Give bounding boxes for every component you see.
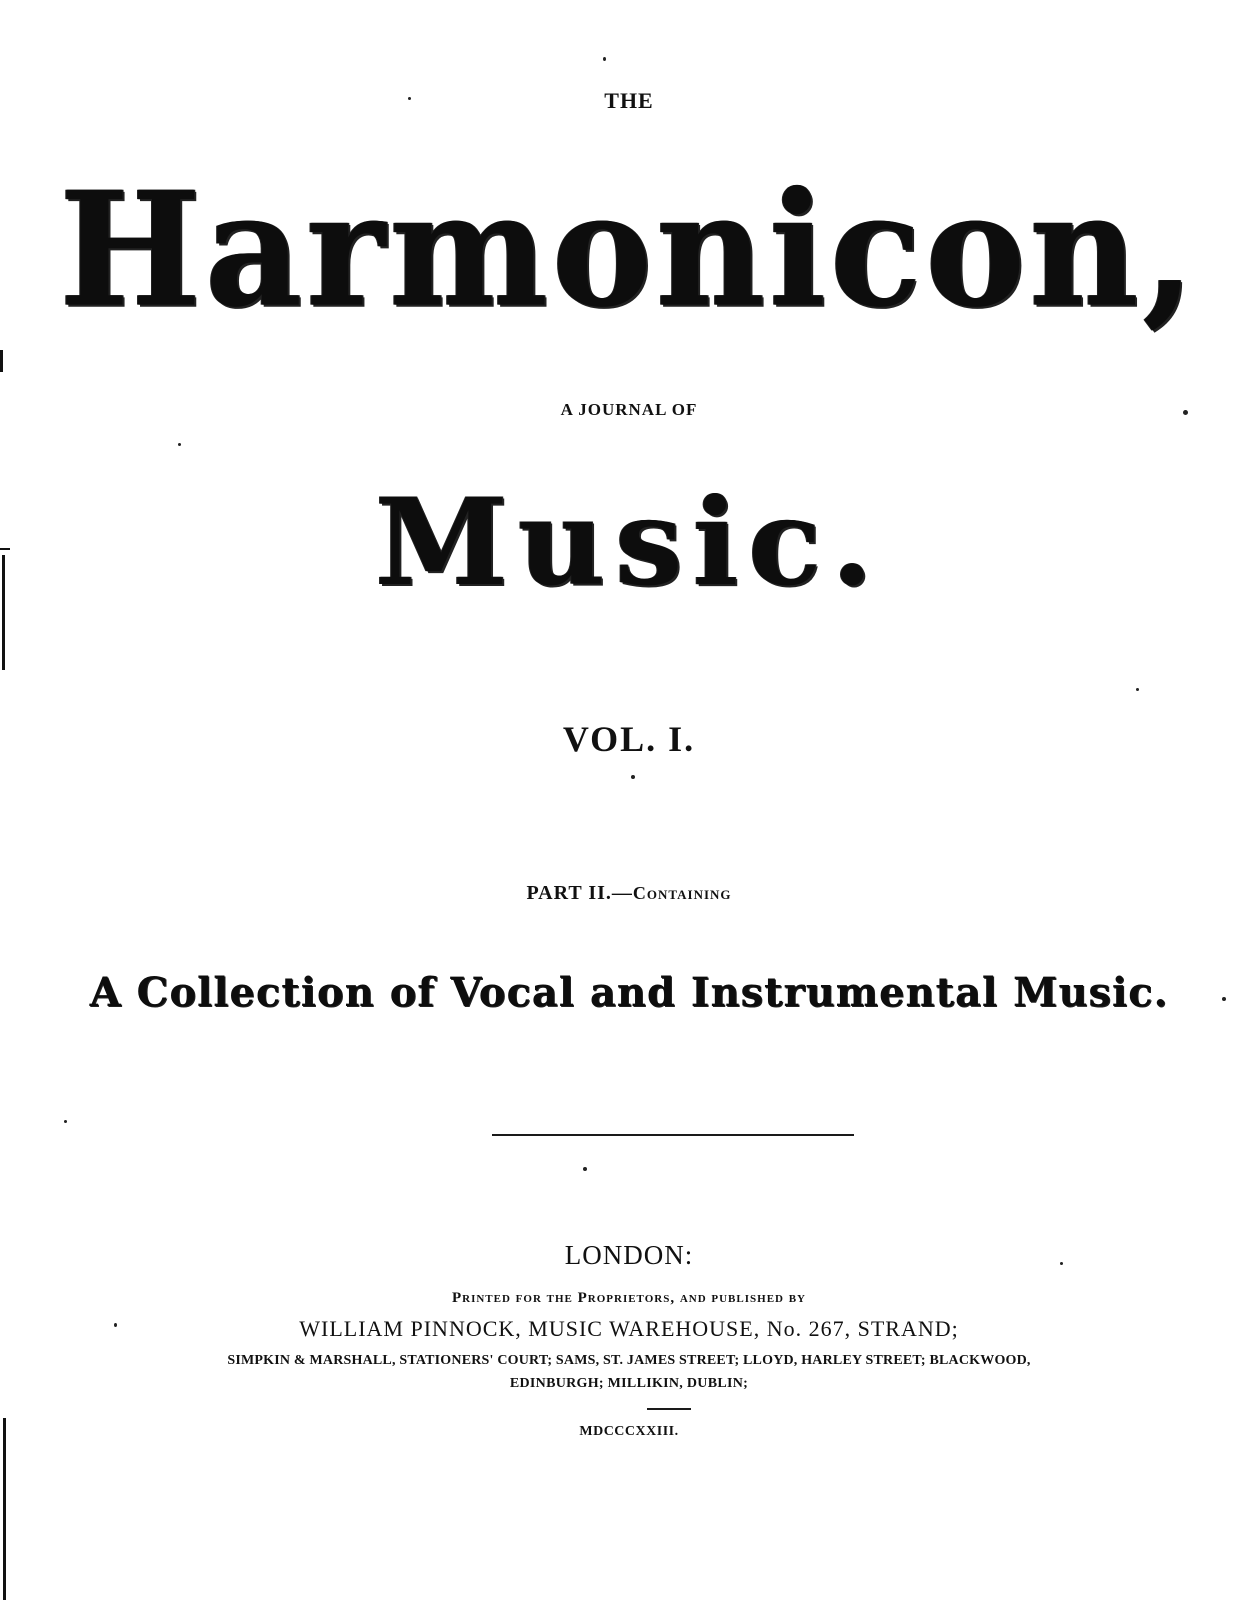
scan-edge-mark bbox=[2, 555, 5, 670]
short-divider-rule bbox=[647, 1408, 691, 1410]
volume-label: VOL. I. bbox=[562, 719, 696, 759]
scan-speck bbox=[583, 1167, 587, 1171]
scan-edge-mark bbox=[0, 350, 3, 372]
journal-of-label: A JOURNAL OF bbox=[560, 400, 698, 419]
scan-speck bbox=[408, 97, 411, 100]
scan-speck bbox=[1183, 410, 1188, 415]
article-the: THE bbox=[604, 88, 654, 113]
imprint-city: LONDON: bbox=[564, 1240, 694, 1270]
scan-speck bbox=[1222, 997, 1226, 1001]
scan-speck bbox=[1136, 688, 1139, 691]
scan-speck bbox=[603, 57, 606, 61]
imprint-date: MDCCCXXIII. bbox=[579, 1424, 679, 1439]
scan-speck bbox=[64, 1120, 67, 1123]
masthead-title: Harmonicon, bbox=[59, 157, 1199, 343]
part-containing: Containing bbox=[632, 883, 732, 903]
scan-speck bbox=[178, 443, 181, 446]
imprint-sellers-line-1: SIMPKIN & MARSHALL, STATIONERS' COURT; SAMS, ST. JAMES STREET; LLOYD, HARLEY STREET; BLACKWOOD, bbox=[227, 1353, 1031, 1368]
scan-edge-mark bbox=[3, 1418, 6, 1600]
scan-speck bbox=[1060, 1262, 1063, 1265]
scan-edge-mark bbox=[0, 548, 10, 550]
part-label bbox=[0, 882, 1258, 905]
scan-speck bbox=[114, 1323, 117, 1327]
collection-description: A Collection of Vocal and Instrumental Music. bbox=[89, 969, 1169, 1016]
imprint-printed-for: Printed for the Proprietors, and published by bbox=[451, 1290, 807, 1306]
divider-rule bbox=[492, 1134, 854, 1136]
scan-speck bbox=[631, 775, 635, 779]
imprint-publisher: WILLIAM PINNOCK, MUSIC WAREHOUSE, No. 267, STRAND; bbox=[299, 1316, 959, 1341]
imprint-sellers-line-2: EDINBURGH; MILLIKIN, DUBLIN; bbox=[509, 1376, 749, 1391]
music-subtitle: Music. bbox=[374, 472, 884, 613]
part-number: PART II.— bbox=[526, 882, 633, 904]
